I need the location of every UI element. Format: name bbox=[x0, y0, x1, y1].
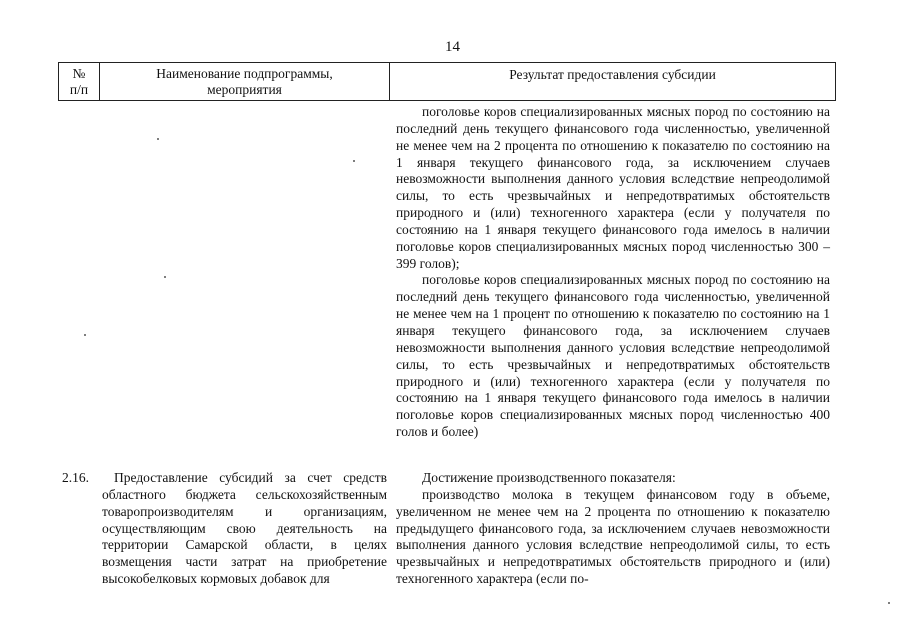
header-result-label: Результат предоставления субсидии bbox=[509, 67, 716, 82]
row-2-16-name-cell bbox=[102, 470, 387, 588]
header-number-line2: п/п bbox=[69, 81, 89, 97]
scan-speck bbox=[164, 276, 166, 278]
header-result-column bbox=[390, 63, 835, 100]
header-name-line2: мероприятия bbox=[207, 81, 282, 97]
row-number-2-16: 2.16. bbox=[62, 470, 89, 485]
header-name-line1: Наименование подпрограммы, bbox=[156, 65, 333, 81]
continued-result-cell bbox=[396, 104, 830, 441]
result-paragraph: поголовье коров специализированных мясных пород по состоянию на последний день текущего финансового года численностью, увеличенной не менее чем на 1 процент по отношению к показателю по состоянию на 1 января текущего финансового года, за исключением случаев невозможности выполнения данного условия вследствие непреодолимой силы, то есть чрезвычайных и непредотвратимых обстоятельств природного и (или) техногенного характера (если у получателя по состоянию на 1 января текущего финансового года имелось в наличии поголовье коров специализированных мясных пород численностью 400 голов и более) bbox=[396, 272, 830, 440]
scan-speck bbox=[157, 138, 159, 140]
scan-speck bbox=[888, 602, 890, 604]
header-number-line1: № bbox=[72, 65, 86, 81]
header-name-column bbox=[100, 63, 390, 100]
result-paragraph: поголовье коров специализированных мясных пород по состоянию на последний день текущего финансового года численностью, увеличенной не менее чем на 2 процента по отношению к показателю по состоянию на 1 января текущего финансового года, за исключением случаев невозможности выполнения данного условия вследствие непреодолимой силы, то есть чрезвычайных и непредотвратимых обстоятельств природного и (или) техногенного характера (если у получателя по состоянию на 1 января текущего финансового года имелось в наличии поголовье коров специализированных мясных пород численностью 300 – 399 голов); bbox=[396, 104, 830, 271]
header-number-column bbox=[59, 63, 100, 100]
scan-speck bbox=[84, 334, 86, 336]
row-2-16-name-text: Предоставление субсидий за счет средств областного бюджета сельскохозяйственным товаропроизводителям и организациям, осуществляющим свою деятельность на территории Самарской области, в целях возмещения части затрат на приобретение высокобелковых кормовых добавок для bbox=[102, 470, 387, 587]
scan-speck bbox=[353, 160, 355, 162]
row-2-16-result-cell bbox=[396, 470, 830, 588]
table-header bbox=[58, 62, 836, 101]
result-paragraph: Достижение производственного показателя: bbox=[422, 470, 676, 485]
page-number: 14 bbox=[445, 39, 460, 55]
result-paragraph: производство молока в текущем финансовом году в объеме, увеличенном не менее чем на 2 процента по отношению к показателю предыдущего финансового года, за исключением случаев невозможности выполнения данного условия вследствие непреодолимой силы, то есть чрезвычайных и непредотвратимых обстоятельств природного и (или) техногенного характера (если по- bbox=[396, 486, 830, 587]
